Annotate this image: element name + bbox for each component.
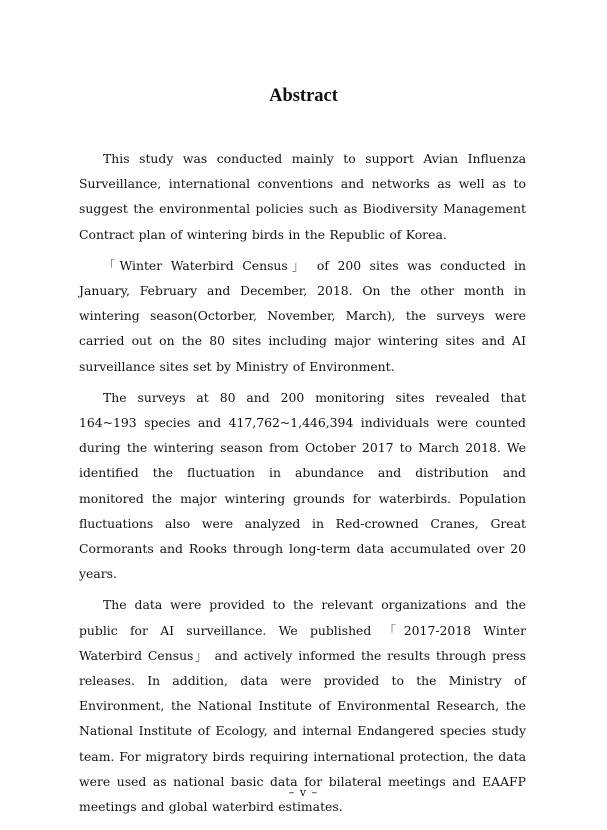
paragraph-3: The surveys at 80 and 200 monitoring sites revealed that 164~193 species and 417,762~1,446,394 individuals were counted during the wintering season from October 2017 to March 2018. We identified the fluctuation in abundance and distribution and monitored the major wintering grounds for waterbirds. Population fluctuations also were analyzed in Red-crowned Cranes, Great Cormorants and Rooks through long-term data accumulated over 20 years.: [79, 389, 526, 582]
page-number: – v –: [288, 786, 319, 799]
abstract-body: [79, 146, 526, 825]
paragraph-2: 「Winter Waterbird Census」 of 200 sites was conducted in January, February and December, 2018. On the other month in wintering season(Octorber, November, March), the surveys were carried out on the 80 sites including major wintering sites and AI surveillance sites set by Ministry of Environment.: [79, 257, 526, 374]
paragraph-1: This study was conducted mainly to support Avian Influenza Surveillance, international conventions and networks as well as to suggest the environmental policies such as Biodiversity Management Contract plan of wintering birds in the Republic of Korea.: [79, 151, 526, 242]
abstract-title: Abstract: [269, 86, 338, 106]
paragraph-4: The data were provided to the relevant organizations and the public for AI surveillance. We published 「2017-2018 Winter Waterbird Census」 and actively informed the results through press releases. In addition, data were provided to the Ministry of Environment, the National Institute of Environmental Research, the National Institute of Ecology, and internal Endangered species study team. For migratory birds requiring international protection, the data were used as national basic data for bilateral meetings and EAAFP meetings and global waterbird estimates.: [79, 597, 526, 815]
